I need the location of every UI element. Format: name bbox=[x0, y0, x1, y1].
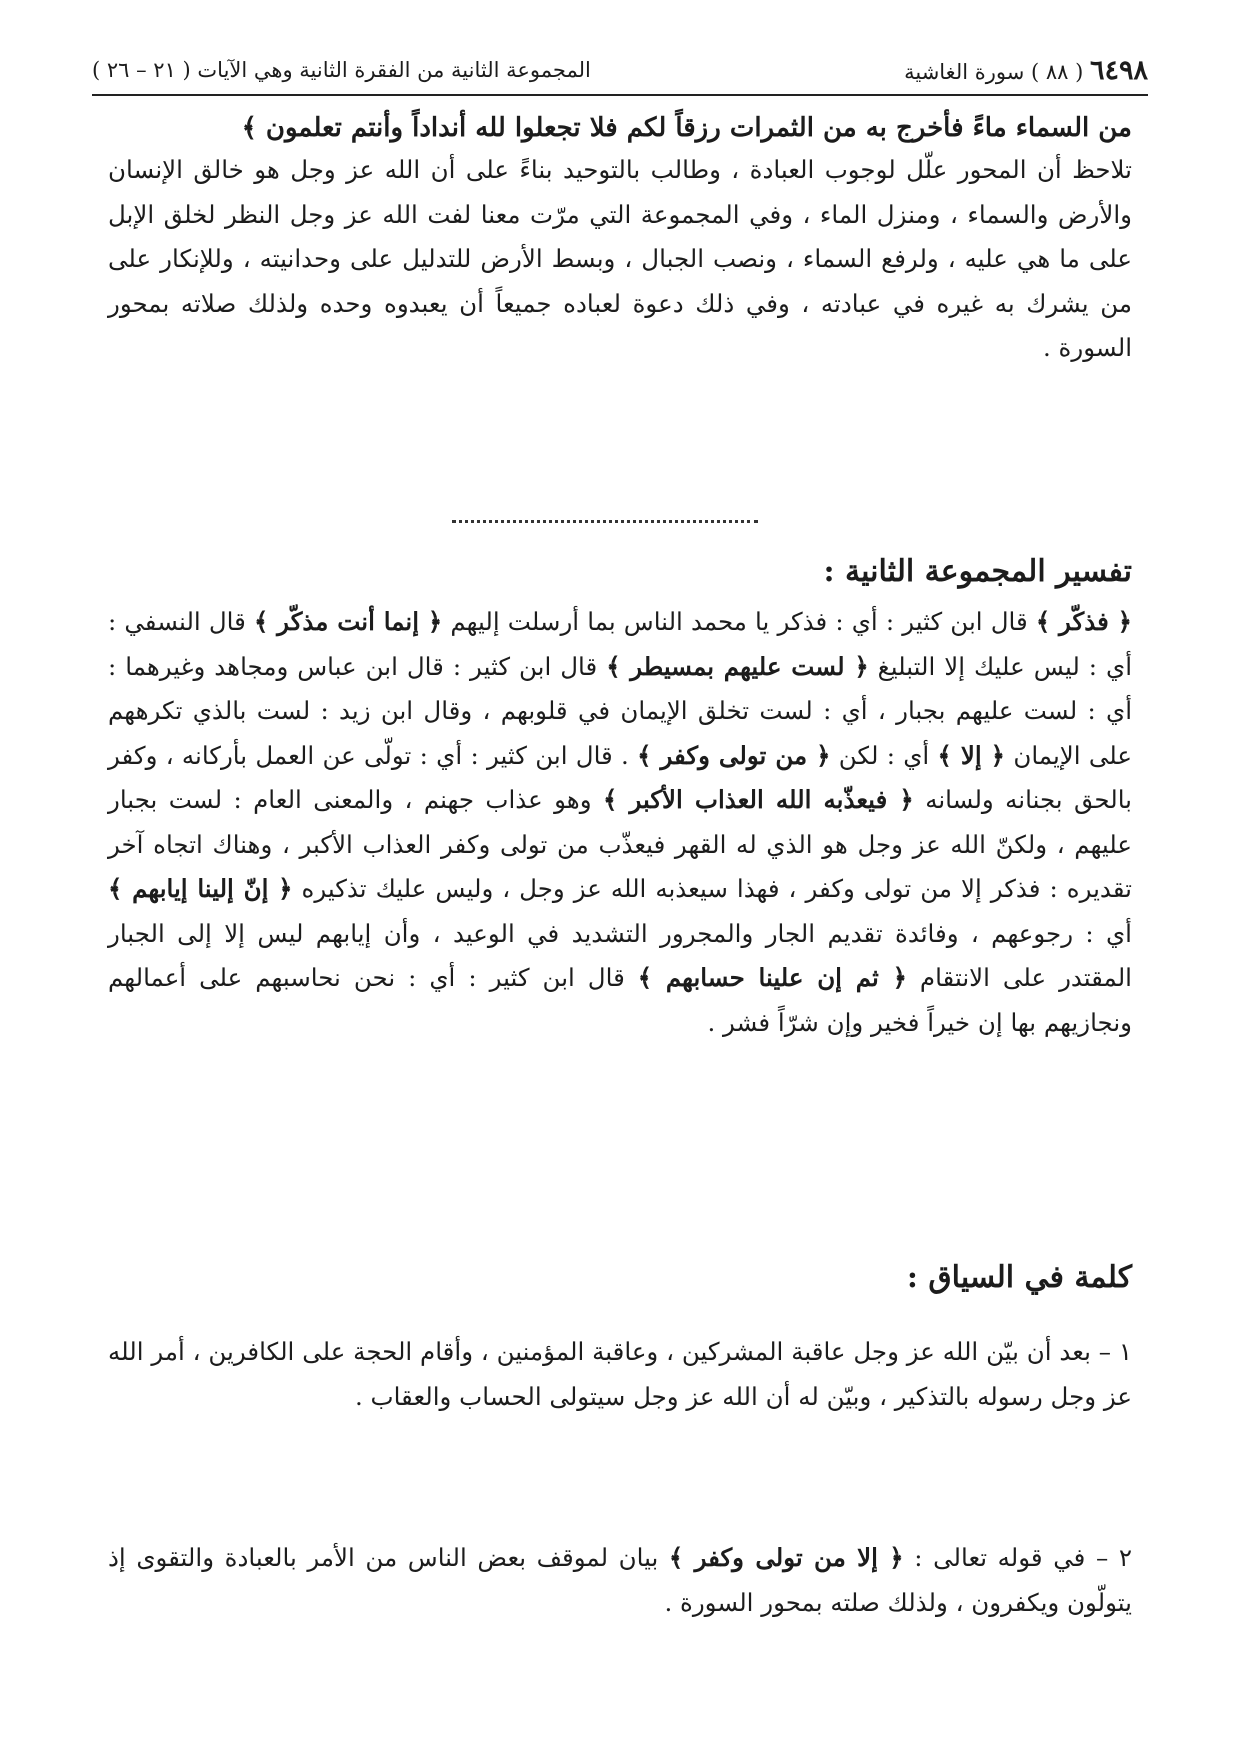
quran-quote: ﴿ من تولى وكفر ﴾ bbox=[637, 740, 831, 770]
context-heading: كلمة في السياق : bbox=[906, 1260, 1132, 1295]
commentary-text: قال النسفي : أي : ليس عليك إلا التبليغ bbox=[108, 607, 1132, 681]
commentary-text: قال ابن كثير : أي : نحن نحاسبهم على أعمالهم ونجازيهم بها إن خيراً فخير وإن شرّاً فشر . bbox=[108, 963, 1132, 1037]
quran-quote: ﴿ ثم إن علينا حسابهم ﴾ bbox=[637, 963, 907, 992]
quran-quote: ﴿ إنّ إلينا إيابهم ﴾ bbox=[108, 874, 293, 903]
tafsir-heading: تفسير المجموعة الثانية : bbox=[823, 554, 1132, 589]
running-head bbox=[92, 46, 1148, 96]
intro-paragraph: تلاحظ أن المحور علّل لوجوب العبادة ، وطالب بالتوحيد بناءً على أن الله عز وجل هو خالق الإنسان والأرض والسماء ، ومنزل الماء ، وفي المجموعة التي مرّت معنا لفت الله عز وجل النظر لخلق الإبل على ما هي عليه ، ولرفع السماء ، ونصب الجبال ، وبسط الأرض للتدليل على وحدانيته ، وللإنكار على من يشرك به غيره في عبادته ، وفي ذلك دعوة لعباده جميعاً أن يعبدوه وحده ولذلك صلاته بمحور السورة . bbox=[108, 155, 1132, 362]
quran-quote: ﴿ إنما أنت مذكّر ﴾ bbox=[253, 607, 443, 636]
dotted-divider bbox=[452, 520, 758, 523]
context-item-2 bbox=[108, 1536, 1132, 1625]
context-paragraph bbox=[108, 1536, 1132, 1625]
commentary-text: أي : رجوعهم ، وفائدة تقديم الجار والمجرور التشديد في الوعيد ، وأن إيابهم ليس إلا إلى الجبار المقتدر على الانتقام bbox=[108, 918, 1132, 992]
quran-quote: ﴿ لست عليهم بمسيطر ﴾ bbox=[606, 651, 869, 681]
verse-continuation: من السماء ماءً فأخرج به من الثمرات رزقاً لكم فلا تجعلوا لله أنداداً وأنتم تعلمون ﴾ bbox=[241, 113, 1132, 143]
section-label: المجموعة الثانية من الفقرة الثانية وهي الآيات ( ٢١ – ٢٦ ) bbox=[92, 58, 591, 82]
tafsir-section bbox=[108, 600, 1132, 1045]
quran-quote: ﴿ فيعذّبه الله العذاب الأكبر ﴾ bbox=[602, 785, 914, 814]
item-intro: ٢ – في قوله تعالى : bbox=[903, 1543, 1132, 1572]
page-number: ٦٤٩٨ bbox=[1089, 54, 1148, 86]
commentary-text: أي : لكن bbox=[830, 740, 938, 770]
quran-quote: ﴿ إلا من تولى وكفر ﴾ bbox=[668, 1543, 904, 1572]
context-paragraph: ١ – بعد أن بيّن الله عز وجل عاقبة المشركين ، وعاقبة المؤمنين ، وأقام الحجة على الكافرين ، أمر الله عز وجل رسوله بالتذكير ، وبيّن له أن الله عز وجل سيتولى الحساب والعقاب . bbox=[108, 1337, 1132, 1411]
commentary-text: وهو عذاب جهنم ، والمعنى العام : لست بجبار عليهم ، ولكنّ الله عز وجل هو الذي له القهر فيعذّب من تولى وكفر العذاب الأكبر ، وهناك اتجاه آخر تقديره : فذكر إلا من تولى وكفر ، فهذا سيعذبه الله عز وجل ، وليس عليك تذكيره bbox=[108, 785, 1132, 903]
tafsir-paragraph bbox=[108, 600, 1132, 1045]
commentary-text: قال ابن كثير : أي : فذكر يا محمد الناس بما أرسلت إليهم bbox=[442, 607, 1036, 636]
item-text: بيان لموقف بعض الناس من الأمر بالعبادة والتقوى إذ يتولّون ويكفرون ، ولذلك صلته بمحور السورة . bbox=[108, 1543, 1132, 1617]
header-right bbox=[904, 55, 1148, 86]
quran-quote: ﴿ فذكّر ﴾ bbox=[1035, 607, 1133, 636]
surah-label: ( ٨٨ ) سورة الغاشية bbox=[904, 59, 1084, 84]
context-item-1 bbox=[108, 1330, 1132, 1419]
quran-quote: ﴿ إلا ﴾ bbox=[937, 740, 1006, 770]
commentary-text: . قال ابن كثير : أي : تولّى عن العمل بأركانه ، وكفر بالحق بجنانه ولسانه bbox=[108, 740, 1132, 814]
commentary-text: قال ابن كثير : قال ابن عباس ومجاهد وغيرهما : أي : لست عليهم بجبار ، أي : لست تخلق الإيمان في قلوبهم ، وقال ابن زيد : لست بالذي تكرههم على الإيمان bbox=[108, 651, 1132, 770]
intro-section bbox=[108, 108, 1132, 371]
